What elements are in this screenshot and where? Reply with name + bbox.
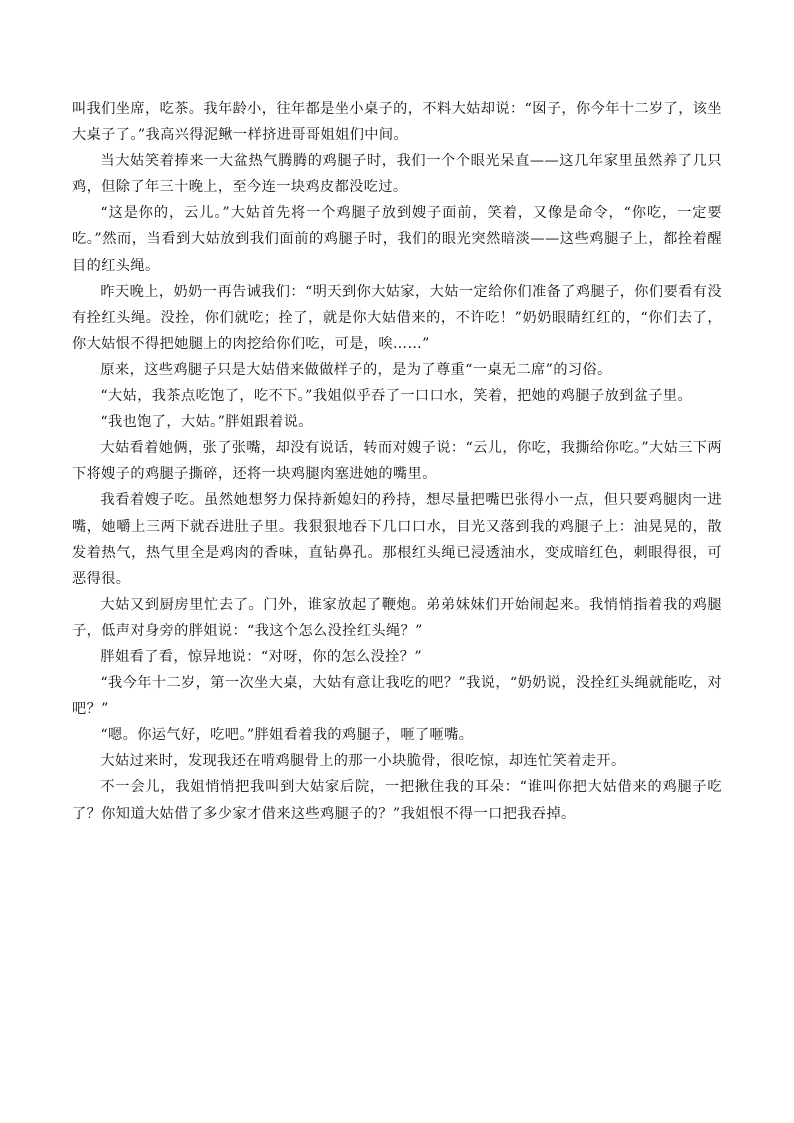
paragraph: 昨天晚上，奶奶一再告诫我们：“明天到你大姑家，大姑一定给你们准备了鸡腿子，你们要看有没有拴红头绳。没拴，你们就吃；拴了，就是你大姑借来的，不许吃！”奶奶眼睛红红的，“你们去了，你大姑恨不得把她腿上的肉挖给你们吃，可是，唉……”	[72, 283, 722, 352]
paragraph: “这是你的，云儿。”大姑首先将一个鸡腿子放到嫂子面前，笑着，又像是命令，“你吃，一定要吃。”然而，当看到大姑放到我们面前的鸡腿子时，我们的眼光突然暗淡——这些鸡腿子上，都拴着醒目的红头绳。	[72, 205, 722, 274]
paragraph: 大姑过来时，发现我还在啃鸡腿骨上的那一小块脆骨，很吃惊，却连忙笑着走开。	[100, 753, 626, 770]
paragraph: 原来，这些鸡腿子只是大姑借来做做样子的，是为了尊重“一桌无二席”的习俗。	[100, 361, 612, 378]
paragraph: “我也饱了，大姑。”胖姐跟着说。	[100, 414, 313, 431]
document-page	[72, 96, 722, 827]
paragraph: 当大姑笑着捧来一大盆热气腾腾的鸡腿子时，我们一个个眼光呆直——这几年家里虽然养了几只鸡，但除了年三十晚上，至今连一块鸡皮都没吃过。	[72, 153, 722, 196]
paragraph: “大姑，我茶点吃饱了，吃不下。”我姐似乎吞了一口口水，笑着，把她的鸡腿子放到盆子里。	[100, 388, 693, 405]
paragraph: “我今年十二岁，第一次坐大桌，大姑有意让我吃的吧？”我说，“奶奶说，没拴红头绳就能吃，对吧？”	[72, 675, 722, 718]
paragraph: 叫我们坐席，吃茶。我年龄小，往年都是坐小桌子的，不料大姑却说：“囡子，你今年十二岁了，该坐大桌子了。”我高兴得泥鳅一样挤进哥哥姐姐们中间。	[72, 101, 722, 144]
paragraph: 我看着嫂子吃。虽然她想努力保持新媳妇的矜持，想尽量把嘴巴张得小一点，但只要鸡腿肉一进嘴，她嚼上三两下就吞进肚子里。我狠狠地吞下几口口水，目光又落到我的鸡腿子上：油晃晃的，散发着热气，热气里全是鸡肉的香味，直钻鼻孔。那根红头绳已浸透油水，变成暗红色，刺眼得很，可恶得很。	[72, 492, 722, 587]
paragraph: 不一会儿，我姐悄悄把我叫到大姑家后院，一把揪住我的耳朵：“谁叫你把大姑借来的鸡腿子吃了？你知道大姑借了多少家才借来这些鸡腿子的？”我姐恨不得一口把我吞掉。	[72, 779, 722, 822]
paragraph: 胖姐看了看，惊异地说：“对呀，你的怎么没拴？”	[100, 648, 423, 665]
paragraph: 大姑又到厨房里忙去了。门外，谁家放起了鞭炮。弟弟妹妹们开始闹起来。我悄悄指着我的鸡腿子，低声对身旁的胖姐说：“我这个怎么没拴红头绳？”	[72, 596, 722, 639]
paragraph: “嗯。你运气好，吃吧。”胖姐看着我的鸡腿子，咂了咂嘴。	[100, 727, 474, 744]
paragraph: 大姑看着她俩，张了张嘴，却没有说话，转而对嫂子说：“云儿，你吃，我撕给你吃。”大姑三下两下将嫂子的鸡腿子撕碎，还将一块鸡腿肉塞进她的嘴里。	[72, 440, 722, 483]
